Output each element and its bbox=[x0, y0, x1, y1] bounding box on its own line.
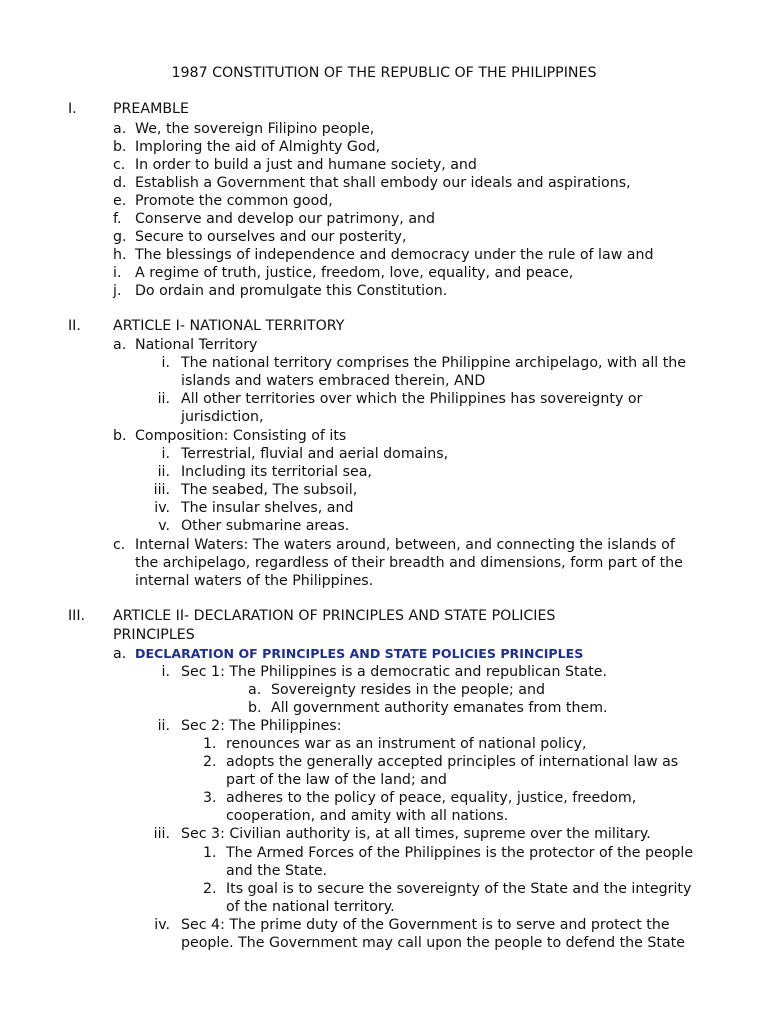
document-title: 1987 CONSTITUTION OF THE REPUBLIC OF THE PHILIPPINES bbox=[171, 65, 597, 81]
sublist-item: Including its territorial sea, bbox=[181, 464, 372, 480]
list-item: Sovereignty resides in the people; and bbox=[271, 682, 545, 698]
sublist-item: The seabed, The subsoil, bbox=[181, 482, 358, 498]
list-marker: c. bbox=[113, 157, 126, 173]
list-item-internal-waters: Internal Waters: The waters around, between, and connecting the islands of bbox=[135, 537, 675, 553]
list-marker: a. bbox=[248, 682, 262, 698]
list-item-continued: internal waters of the Philippines. bbox=[135, 573, 374, 589]
sublist-marker: iii. bbox=[153, 482, 170, 498]
section-4-text-continued: people. The Government may call upon the people to defend the State bbox=[181, 935, 685, 951]
subheading-declaration: DECLARATION OF PRINCIPLES AND STATE POLICIES PRINCIPLES bbox=[135, 646, 584, 661]
section-numeral-article-1: II. bbox=[68, 318, 81, 334]
list-marker: b. bbox=[248, 700, 262, 716]
section-1-text: Sec 1: The Philippines is a democratic and republican State. bbox=[181, 664, 608, 680]
list-marker: b. bbox=[113, 139, 127, 155]
list-marker: 1. bbox=[203, 845, 217, 861]
sublist-item-continued: jurisdiction, bbox=[181, 409, 264, 425]
section-2-text: Sec 2: The Philippines: bbox=[181, 718, 342, 734]
list-item: renounces war as an instrument of national policy, bbox=[226, 736, 587, 752]
sublist-item: The national territory comprises the Philippine archipelago, with all the bbox=[181, 355, 686, 371]
list-item: A regime of truth, justice, freedom, love, equality, and peace, bbox=[135, 265, 574, 281]
list-item: In order to build a just and humane society, and bbox=[135, 157, 477, 173]
list-marker: 1. bbox=[203, 736, 217, 752]
sublist-marker: ii. bbox=[157, 718, 170, 734]
sublist-marker: iv. bbox=[154, 500, 170, 516]
list-item: Its goal is to secure the sovereignty of the State and the integrity bbox=[226, 881, 692, 897]
list-marker: j. bbox=[113, 283, 122, 299]
list-item: Do ordain and promulgate this Constitution. bbox=[135, 283, 448, 299]
section-heading-preamble: PREAMBLE bbox=[113, 101, 189, 117]
sublist-marker: iv. bbox=[154, 917, 170, 933]
list-marker: f. bbox=[113, 211, 122, 227]
sublist-item-continued: islands and waters embraced therein, AND bbox=[181, 373, 486, 389]
list-marker: a. bbox=[113, 121, 127, 137]
list-marker: a. bbox=[113, 337, 127, 353]
list-marker: b. bbox=[113, 428, 127, 444]
list-item: The blessings of independence and democracy under the rule of law and bbox=[135, 247, 654, 263]
list-item-continued: part of the law of the land; and bbox=[226, 772, 447, 788]
sublist-item: All other territories over which the Philippines has sovereignty or bbox=[181, 391, 643, 407]
section-3-text: Sec 3: Civilian authority is, at all times, supreme over the military. bbox=[181, 826, 651, 842]
list-item-continued: cooperation, and amity with all nations. bbox=[226, 808, 509, 824]
list-marker: c. bbox=[113, 537, 126, 553]
list-marker: h. bbox=[113, 247, 127, 263]
list-item: We, the sovereign Filipino people, bbox=[135, 121, 375, 137]
sublist-marker: ii. bbox=[157, 464, 170, 480]
sublist-item: Terrestrial, fluvial and aerial domains, bbox=[181, 446, 449, 462]
sublist-marker: ii. bbox=[157, 391, 170, 407]
list-item: The Armed Forces of the Philippines is the protector of the people bbox=[226, 845, 694, 861]
list-marker: 3. bbox=[203, 790, 217, 806]
list-marker: 2. bbox=[203, 754, 217, 770]
sublist-marker: iii. bbox=[153, 826, 170, 842]
section-heading-article-1: ARTICLE I- NATIONAL TERRITORY bbox=[113, 318, 345, 334]
section-heading-article-2: ARTICLE II- DECLARATION OF PRINCIPLES AND STATE POLICIES bbox=[113, 608, 556, 624]
list-item: Secure to ourselves and our posterity, bbox=[135, 229, 407, 245]
list-marker: 2. bbox=[203, 881, 217, 897]
list-marker: e. bbox=[113, 193, 127, 209]
list-item-national-territory: National Territory bbox=[135, 337, 258, 353]
sublist-item: Other submarine areas. bbox=[181, 518, 350, 534]
list-item-continued: and the State. bbox=[226, 863, 328, 879]
list-item: Conserve and develop our patrimony, and bbox=[135, 211, 436, 227]
list-item: adheres to the policy of peace, equality, justice, freedom, bbox=[226, 790, 637, 806]
list-item: Promote the common good, bbox=[135, 193, 333, 209]
sublist-item: The insular shelves, and bbox=[181, 500, 354, 516]
list-item: Establish a Government that shall embody our ideals and aspirations, bbox=[135, 175, 631, 191]
section-4-text: Sec 4: The prime duty of the Government is to serve and protect the bbox=[181, 917, 670, 933]
sublist-marker: i. bbox=[161, 664, 170, 680]
list-marker: i. bbox=[113, 265, 122, 281]
list-marker: g. bbox=[113, 229, 127, 245]
section-numeral-article-2: III. bbox=[68, 608, 86, 624]
list-item-composition: Composition: Consisting of its bbox=[135, 428, 347, 444]
list-marker: d. bbox=[113, 175, 127, 191]
list-item-continued: the archipelago, regardless of their breadth and dimensions, form part of the bbox=[135, 555, 683, 571]
sublist-marker: i. bbox=[161, 446, 170, 462]
list-item-continued: of the national territory. bbox=[226, 899, 395, 915]
list-item: Imploring the aid of Almighty God, bbox=[135, 139, 381, 155]
list-item: All government authority emanates from them. bbox=[271, 700, 608, 716]
list-marker: a. bbox=[113, 646, 127, 662]
sublist-marker: v. bbox=[158, 518, 170, 534]
sublist-marker: i. bbox=[161, 355, 170, 371]
section-heading-article-2-continued: PRINCIPLES bbox=[113, 627, 195, 643]
list-item: adopts the generally accepted principles of international law as bbox=[226, 754, 679, 770]
section-numeral-preamble: I. bbox=[68, 101, 77, 117]
